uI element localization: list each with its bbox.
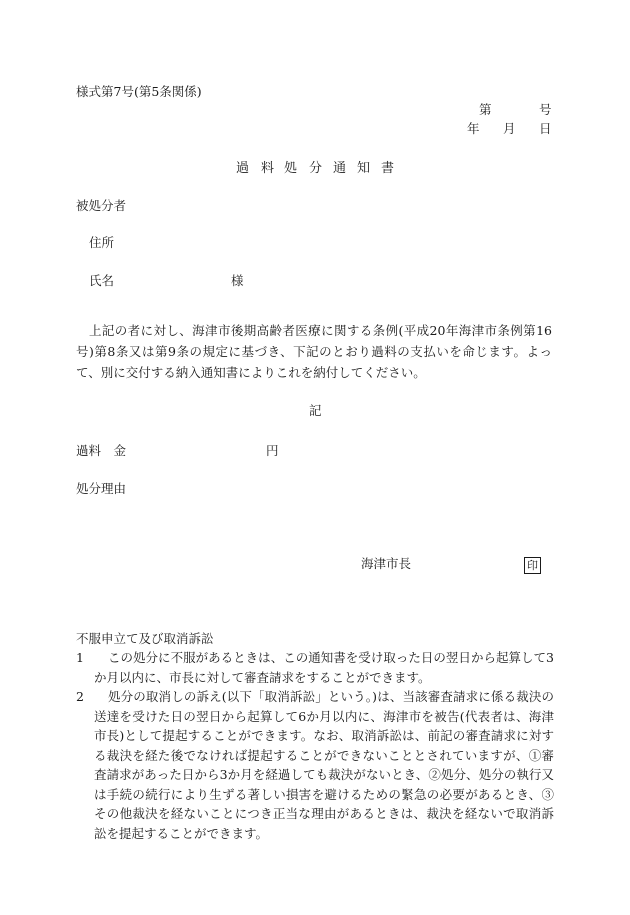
title-char: 通 bbox=[333, 161, 347, 176]
seal-mark: 印 bbox=[524, 557, 541, 574]
ki-heading: 記 bbox=[309, 403, 322, 418]
issuer-title: 海津市長 bbox=[361, 556, 412, 571]
address-label: 住所 bbox=[89, 235, 115, 250]
date-year: 年 bbox=[467, 121, 480, 136]
body-paragraph: 上記の者に対し、海津市後期高齢者医療に関する条例(平成20年海津市条例第16号)第8条又は第9条の規定に基づき、下記のとおり過料の支払いを命じます。よって、別に交付する納入通知書によりこれを納付してください。 bbox=[76, 323, 552, 380]
appeal-item bbox=[76, 687, 554, 843]
number-suffix: 号 bbox=[539, 102, 552, 117]
date-day: 日 bbox=[539, 121, 552, 136]
fine-label: 過料 金 bbox=[76, 443, 127, 458]
appeal-item-text: 処分の取消しの訴え(以下「取消訴訟」という。)は、当該審査請求に係る裁決の送達を受けた日の翌日から起算して6か月以内に、海津市を被告(代表者は、海津市長)として提起することができます。なお、取消訴訟は、前記の審査請求に対する裁決を経た後でなければ提起することができないこととされていますが、①審査請求があった日から3か月を経過しても裁決がないとき、②処分、処分の執行又は手続の続行により生ずる著しい損害を避けるための緊急の必要があるとき、③その他裁決を経ないことにつき正当な理由があるときは、裁決を経ないで取消訴訟を提起することができます。 bbox=[94, 689, 554, 841]
title-char: 書 bbox=[381, 161, 395, 176]
form-label: 様式第7号(第5条関係) bbox=[76, 84, 202, 99]
number-prefix: 第 bbox=[479, 102, 492, 117]
appeal-heading: 不服申立て及び取消訴訟 bbox=[76, 631, 214, 646]
appeal-item-number: 2 bbox=[76, 689, 84, 704]
reason-label: 処分理由 bbox=[76, 481, 127, 496]
appeal-item-number: 1 bbox=[76, 650, 84, 665]
title-char: 分 bbox=[309, 161, 323, 176]
appeal-item bbox=[76, 648, 554, 687]
appeal-item-text: この処分に不服があるときは、この通知書を受け取った日の翌日から起算して3か月以内に、市長に対して審査請求をすることができます。 bbox=[94, 650, 554, 685]
name-label: 氏名 bbox=[89, 273, 115, 288]
honorific: 様 bbox=[231, 273, 244, 288]
title-char: 処 bbox=[284, 161, 298, 176]
title-char: 知 bbox=[357, 161, 371, 176]
title-char: 料 bbox=[261, 161, 275, 176]
recipient-heading: 被処分者 bbox=[76, 198, 127, 213]
fine-unit: 円 bbox=[266, 443, 279, 458]
title-char: 過 bbox=[236, 161, 250, 176]
date-month: 月 bbox=[503, 121, 516, 136]
